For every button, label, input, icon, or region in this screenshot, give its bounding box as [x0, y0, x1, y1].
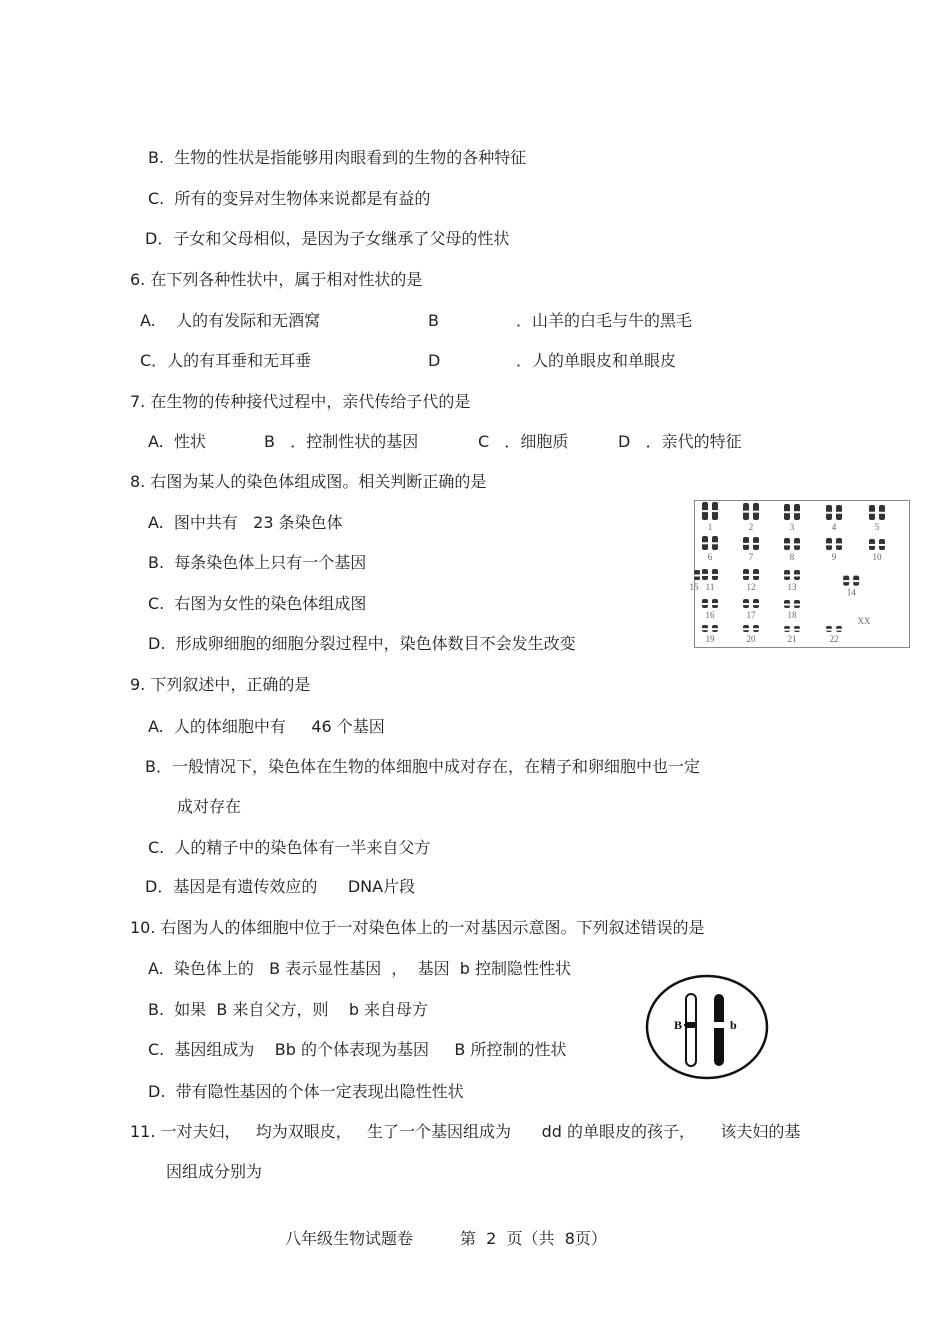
- question-11-continued: 因组成分别为: [166, 1162, 263, 1181]
- q10-option-a: A. 染色体上的 B 表示显性基因 ， 基因 b 控制隐性性状: [148, 959, 572, 978]
- q9-option-b-continued: 成对存在: [177, 797, 242, 816]
- chromosome-number-11: 11: [705, 582, 715, 592]
- gene-pair-figure: [644, 972, 770, 1082]
- karyotype-figure: [689, 500, 910, 648]
- chromosome-number-15: 15: [689, 582, 699, 592]
- q6-option-d-letter: D: [428, 351, 441, 370]
- chromosome-number-4: 4: [831, 522, 837, 532]
- chromosome-number-9: 9: [831, 552, 837, 562]
- chromosome-left: [686, 994, 696, 1066]
- chromosome-number-22: 22: [829, 634, 839, 644]
- chromosome-number-6: 6: [707, 552, 713, 562]
- chromosome-number-18: 18: [787, 610, 797, 620]
- q8-option-c: C. 右图为女性的染色体组成图: [148, 594, 367, 613]
- q7-option-b: B ．控制性状的基因: [264, 432, 419, 451]
- q6-option-b-text: ．山羊的白毛与牛的黑毛: [516, 311, 693, 330]
- q5-option-c: C. 所有的变异对生物体来说都是有益的: [148, 189, 431, 208]
- gene-label-B: B: [674, 1018, 683, 1032]
- chromosome-number-2: 2: [748, 522, 754, 532]
- q8-option-d: D. 形成卵细胞的细胞分裂过程中，染色体数目不会发生改变: [148, 634, 576, 653]
- q8-option-a: A. 图中共有 23 条染色体: [148, 513, 343, 532]
- chromosome-right: [714, 994, 724, 1066]
- q6-option-a: A. 人的有发际和无酒窝: [140, 311, 321, 330]
- q5-option-d: D．子女和父母相似，是因为子女继承了父母的性状: [145, 229, 510, 248]
- question-7: 7. 在生物的传种接代过程中，亲代传给子代的是: [130, 392, 471, 411]
- chromosome-number-7: 7: [748, 552, 754, 562]
- footer-title: 八年级生物试题卷: [285, 1229, 414, 1248]
- sex-chromosome-label: XX: [857, 616, 871, 626]
- chromosome-number-1: 1: [707, 522, 713, 532]
- q7-option-c: C ．细胞质: [478, 432, 569, 451]
- q6-option-b-letter: B: [428, 311, 439, 330]
- chromosome-number-21: 21: [787, 634, 797, 644]
- question-6: 6. 在下列各种性状中，属于相对性状的是: [130, 270, 423, 289]
- q5-option-b: B. 生物的性状是指能够用肉眼看到的生物的各种特征: [148, 148, 527, 167]
- q6-option-d-text: ．人的单眼皮和单眼皮: [516, 351, 677, 370]
- q9-option-d: D．基因是有遗传效应的 DNA片段: [145, 877, 416, 896]
- gene-label-b: b: [730, 1018, 737, 1032]
- chromosome-number-16: 16: [705, 610, 715, 620]
- footer-page: 第 2 页（共 8页）: [460, 1229, 607, 1248]
- chromosome-number-12: 12: [746, 582, 756, 592]
- q6-option-c: C．人的有耳垂和无耳垂: [140, 351, 312, 370]
- chromosome-number-10: 10: [872, 552, 882, 562]
- q8-option-b: B. 每条染色体上只有一个基因: [148, 553, 367, 572]
- q10-option-b: B. 如果 B 来自父方，则 b 来自母方: [148, 1000, 429, 1019]
- chromosome-number-8: 8: [789, 552, 795, 562]
- chromosome-number-13: 13: [787, 582, 797, 592]
- q9-option-a: A. 人的体细胞中有 46 个基因: [148, 717, 385, 736]
- question-9: 9. 下列叙述中，正确的是: [130, 675, 311, 694]
- question-11: 11. 一对夫妇， 均为双眼皮， 生了一个基因组成为 dd 的单眼皮的孩子， 该夫妇的基: [130, 1122, 801, 1141]
- chromosome-number-5: 5: [874, 522, 880, 532]
- chromosome-number-17: 17: [746, 610, 756, 620]
- chromosome-number-14: 14: [846, 587, 856, 598]
- q10-option-c: C. 基因组成为 Bb 的个体表现为基因 B 所控制的性状: [148, 1040, 567, 1059]
- q7-option-a: A. 性状: [148, 432, 206, 451]
- chromosome-number-19: 19: [705, 634, 715, 644]
- chromosome-number-3: 3: [789, 522, 795, 532]
- question-8: 8. 右图为某人的染色体组成图。相关判断正确的是: [130, 472, 487, 491]
- chromosome-number-20: 20: [746, 634, 756, 644]
- q7-option-d: D ．亲代的特征: [618, 432, 742, 451]
- q9-option-c: C. 人的精子中的染色体有一半来自父方: [148, 838, 431, 857]
- q9-option-b: B．一般情况下，染色体在生物的体细胞中成对存在，在精子和卵细胞中也一定: [145, 757, 700, 776]
- chromosome-pair-15: [694, 570, 700, 580]
- question-10: 10. 右图为人的体细胞中位于一对染色体上的一对基因示意图。下列叙述错误的是: [130, 918, 705, 937]
- q10-option-d: D. 带有隐性基因的个体一定表现出隐性性状: [148, 1082, 464, 1101]
